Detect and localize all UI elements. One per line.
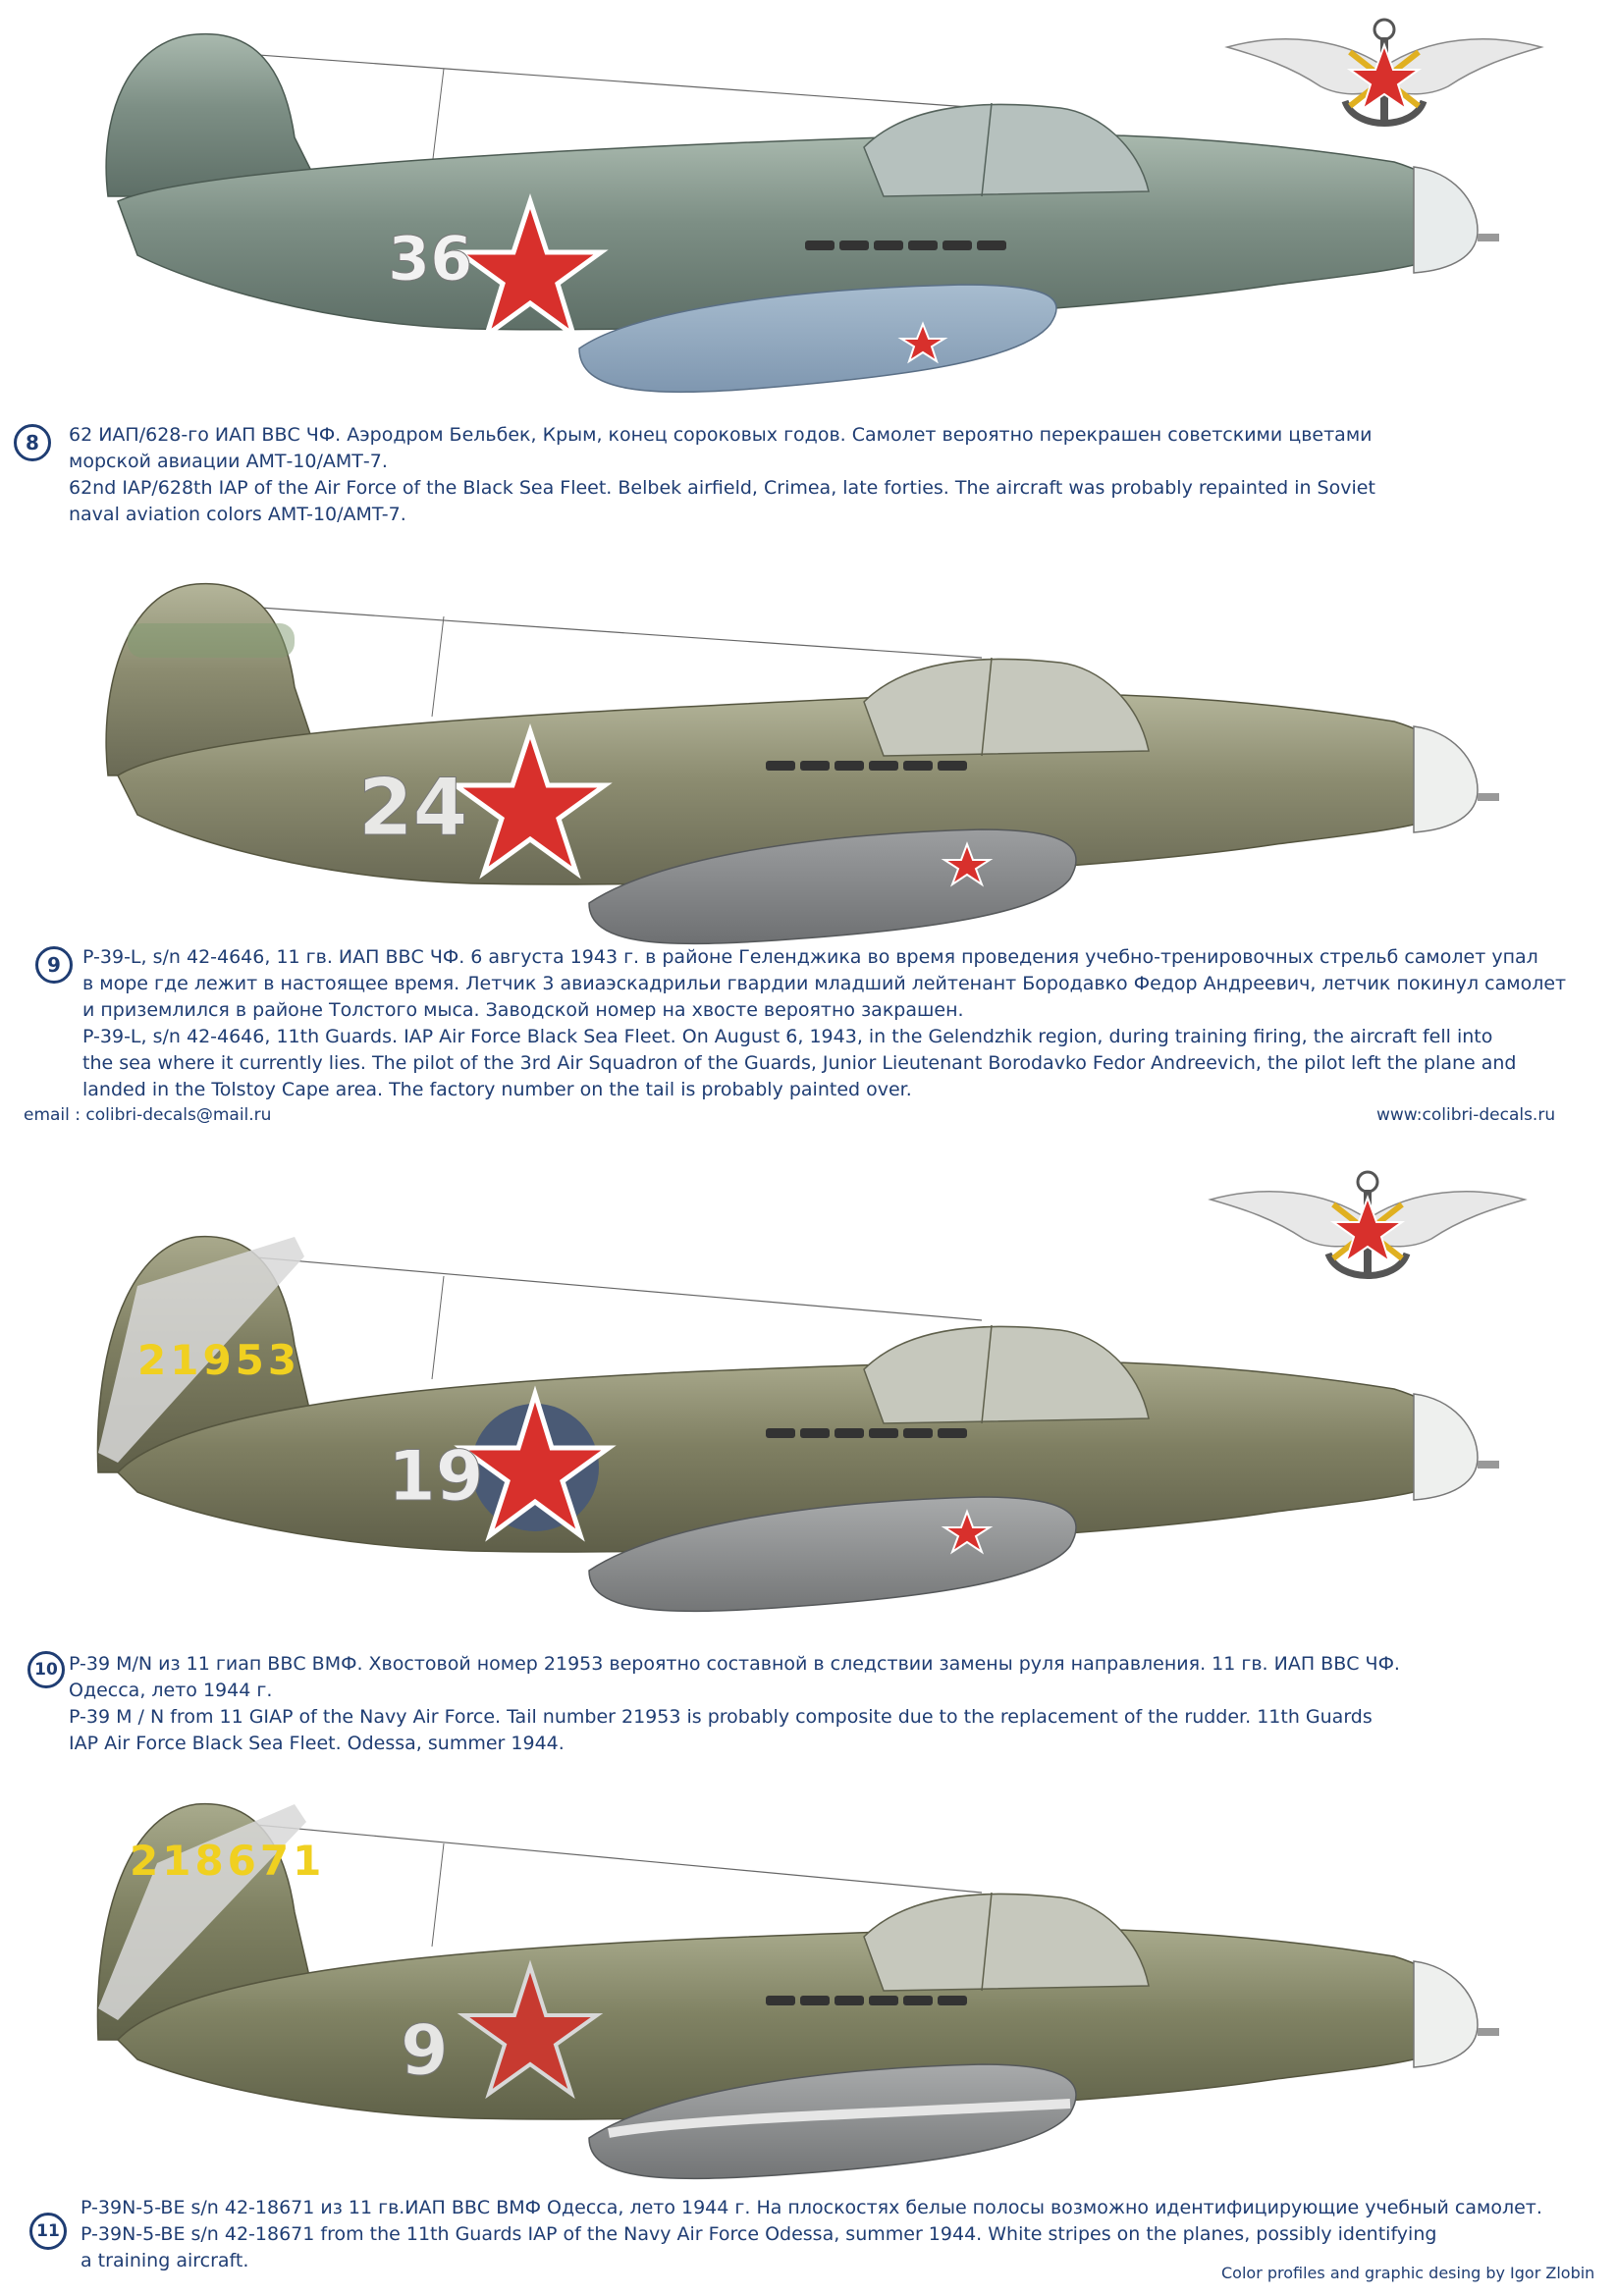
- fuselage-number: 24: [358, 762, 468, 853]
- aircraft-profile-9: [0, 550, 1616, 962]
- credits: Color profiles and graphic desing by Igor Zlobin: [1221, 2264, 1595, 2282]
- profile-number-badge: 11: [29, 2213, 67, 2250]
- naval-aviation-emblem: [1206, 1160, 1530, 1298]
- fuselage-number: 36: [388, 223, 473, 294]
- profile-number-badge: 8: [14, 424, 51, 461]
- profile-caption: P-39-L, s/n 42-4646, 11 гв. ИАП ВВС ЧФ. 6 августа 1943 г. в районе Геленджика во время проведения учебно-тренировочных стрельб самолет упал в море где лежит в настоящее время. Летчик 3 авиаэскадрильи гвардии младший лейтенант Бородавко Федор Андреевич, летчик покинул самолет и приземлился в районе Толстого мыса. Заводской номер на хвосте вероятно закрашен. P-39-L, s/n 42-4646, 11th Guards. IAP Air Force Black Sea Fleet. On August 6, 1943, in the Gelendzhik region, during training firing, the aircraft fell into the sea where it currently lies. The pilot of the 3rd Air Squadron of the Guards, Junior Lieutenant Borodavko Fedor Andreevich, the pilot left the plane and landed in the Tolstoy Cape area. The factory number on the tail is probably painted over.: [82, 946, 1567, 1100]
- aircraft-profile-11: [0, 1775, 1616, 2187]
- profile-caption: 62 ИАП/628-го ИАП ВВС ЧФ. Аэродром Бельбек, Крым, конец сороковых годов. Самолет вероятно перекрашен советскими цветами морской авиации АМТ-10/АМТ-7. 62nd IAP/628th IAP of the Air Force of the Black Sea Fleet. Belbek airfield, Crimea, late forties. The aircraft was probably repainted in Soviet naval aviation colors AMT-10/AMT-7.: [69, 424, 1375, 525]
- fuselage-number: 19: [388, 1436, 484, 1517]
- tail-number: 21953: [137, 1336, 301, 1384]
- profile-number-badge: 10: [27, 1651, 65, 1688]
- contact-email: email : colibri-decals@mail.ru: [24, 1105, 272, 1125]
- profile-caption: P-39N-5-BE s/n 42-18671 из 11 гв.ИАП ВВС ВМФ Одесса, лето 1944 г. На плоскостях белые полосы возможно идентифицирующие учебный самолет. P-39N-5-BE s/n 42-18671 from the 11th Guards IAP of the Navy Air Force Odessa, summer 1944. White stripes on the planes, possibly identifying a training aircraft.: [81, 2197, 1542, 2271]
- profile-caption: P-39 M/N из 11 гиап ВВС ВМФ. Хвостовой номер 21953 вероятно составной в следствии замены руля направления. 11 гв. ИАП ВВС ЧФ. Одесса, лето 1944 г. P-39 M / N from 11 GIAP of the Navy Air Force. Tail number 21953 is probably composite due to the replacement of the rudder. 11th Guards IAP Air Force Black Sea Fleet. Odessa, summer 1944.: [69, 1653, 1400, 1754]
- naval-aviation-emblem: [1222, 8, 1546, 145]
- tail-number: 218671: [130, 1837, 326, 1885]
- website-link[interactable]: www:colibri-decals.ru: [1376, 1105, 1556, 1125]
- profile-number-badge: 9: [35, 946, 73, 984]
- fuselage-number: 9: [401, 2010, 449, 2091]
